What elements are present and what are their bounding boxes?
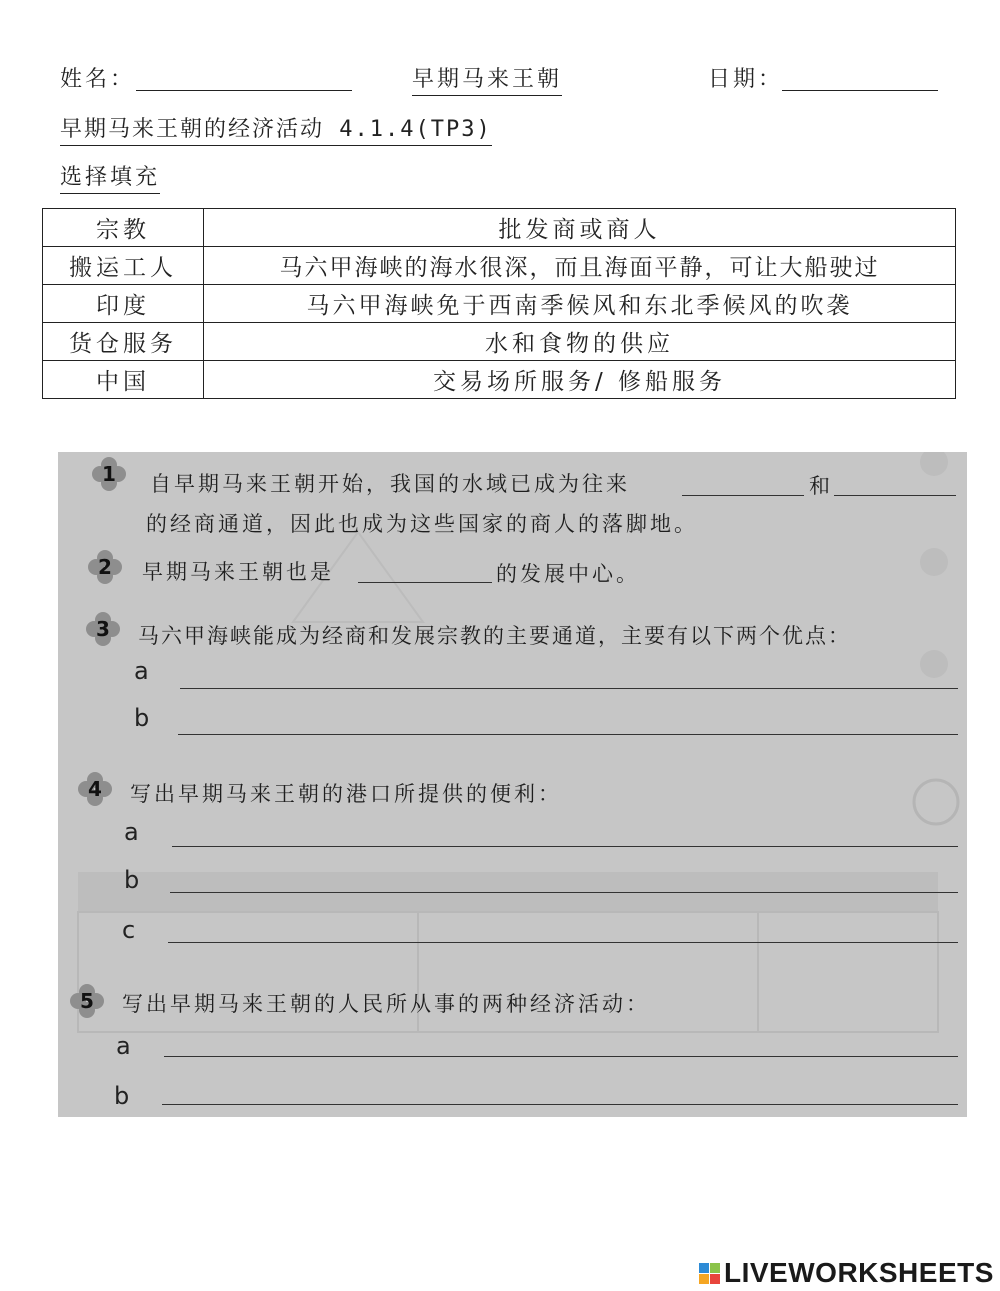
question-3-option-b: b: [134, 704, 150, 732]
question-2-blank[interactable]: [358, 582, 492, 583]
word-bank-row: [43, 323, 956, 361]
liveworksheets-logo: [699, 1258, 994, 1288]
word-bank-term[interactable]: 马六甲海峡免于西南季候风和东北季候风的吹袭: [204, 285, 956, 323]
question-4-number: 4: [78, 772, 112, 806]
question-4-answer-b[interactable]: [170, 892, 958, 893]
question-1-blank-2[interactable]: [834, 495, 956, 496]
question-5-option-b: b: [114, 1082, 130, 1110]
question-4-option-c: c: [122, 916, 136, 944]
word-bank-term[interactable]: 马六甲海峡的海水很深，而且海面平静，可让大船驶过: [204, 247, 956, 285]
word-bank-term[interactable]: 搬运工人: [43, 247, 204, 285]
worksheet-title: 早期马来王朝: [412, 62, 562, 96]
worksheet-subtitle: 早期马来王朝的经济活动 4.1.4(TP3): [60, 112, 492, 146]
word-bank-term[interactable]: 宗教: [43, 209, 204, 247]
liveworksheets-brand: LIVEWORKSHEETS: [724, 1257, 994, 1288]
name-label: 姓名：: [60, 67, 136, 92]
question-1-text: 自早期马来王朝开始，我国的水域已成为往来: [150, 472, 630, 496]
question-3-number: 3: [86, 612, 120, 646]
question-3-option-a: a: [134, 657, 149, 685]
word-bank-term[interactable]: 水和食物的供应: [204, 323, 956, 361]
question-4-answer-a[interactable]: [172, 846, 958, 847]
word-bank-row: [43, 285, 956, 323]
date-label: 日期：: [708, 67, 784, 92]
question-4-option-b: b: [124, 866, 140, 894]
question-3-text: 马六甲海峡能成为经商和发展宗教的主要通道，主要有以下两个优点：: [138, 624, 851, 648]
name-field[interactable]: [136, 68, 352, 91]
question-2-text-cont: 的发展中心。: [496, 562, 640, 586]
word-bank-row: [43, 209, 956, 247]
question-1-blank-1[interactable]: [682, 495, 804, 496]
question-4-text: 写出早期马来王朝的港口所提供的便利：: [130, 782, 562, 806]
question-5-answer-a[interactable]: [164, 1056, 958, 1057]
question-5-text: 写出早期马来王朝的人民所从事的两种经济活动：: [122, 992, 650, 1016]
question-1-and: 和: [809, 474, 833, 498]
instruction-label: 选择填充: [60, 160, 160, 194]
liveworksheets-mark-icon: [699, 1263, 720, 1284]
word-bank-term[interactable]: 交易场所服务/ 修船服务: [204, 361, 956, 399]
question-4-answer-c[interactable]: [168, 942, 958, 943]
question-1-number: 1: [92, 457, 126, 491]
word-bank-row: [43, 361, 956, 399]
question-5-option-a: a: [116, 1032, 131, 1060]
word-bank-term[interactable]: 批发商或商人: [204, 209, 956, 247]
scanned-worksheet: [58, 452, 967, 1117]
question-3-answer-a[interactable]: [180, 688, 958, 689]
word-bank-term[interactable]: 中国: [43, 361, 204, 399]
question-5-number: 5: [70, 984, 104, 1018]
question-1-text-cont: 的经商通道，因此也成为这些国家的商人的落脚地。: [146, 512, 698, 536]
question-2-text: 早期马来王朝也是: [142, 560, 334, 584]
date-field[interactable]: [782, 68, 938, 91]
question-5-answer-b[interactable]: [162, 1104, 958, 1105]
question-3-answer-b[interactable]: [178, 734, 958, 735]
word-bank-row: [43, 247, 956, 285]
word-bank-table: [42, 208, 956, 399]
word-bank-term[interactable]: 印度: [43, 285, 204, 323]
question-2-number: 2: [88, 550, 122, 584]
question-4-option-a: a: [124, 818, 139, 846]
word-bank-term[interactable]: 货仓服务: [43, 323, 204, 361]
